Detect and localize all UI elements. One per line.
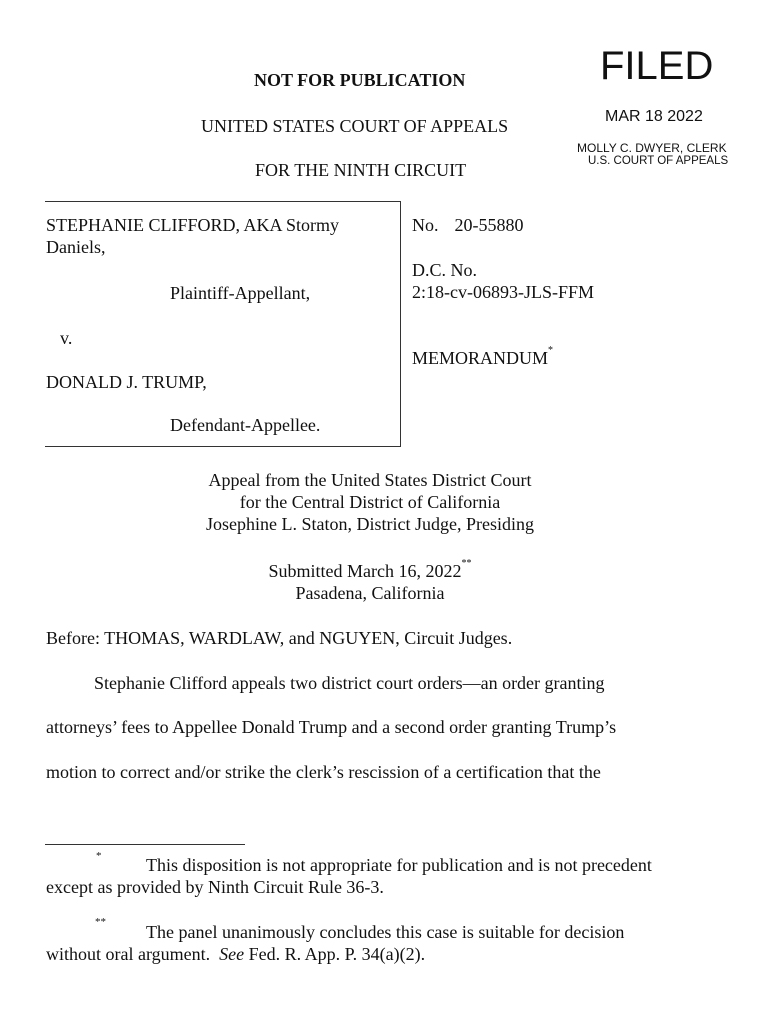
footnote-ref-2[interactable]: ** (461, 558, 472, 569)
footnote-1-mark: * (96, 850, 102, 862)
footnote-2-line2 (46, 944, 425, 965)
district-court-number-value: 2:18-cv-06893-JLS-FFM (412, 282, 595, 302)
submission-date (0, 558, 740, 582)
filed-stamp-date: MAR 18 2022 (605, 108, 703, 125)
filed-stamp-clerk: MOLLY C. DWYER, CLERK (577, 141, 727, 155)
submission-text: Submitted March 16, 2022 (268, 561, 462, 581)
case-number (412, 215, 524, 236)
filed-stamp-label: FILED (600, 44, 714, 88)
appeal-line2: for the Central District of California (239, 492, 501, 512)
court-name: UNITED STATES COURT OF APPEALS (201, 116, 509, 136)
panel-judges: Before: THOMAS, WARDLAW, and NGUYEN, Circuit Judges. (46, 628, 513, 648)
footnote-1-line1: This disposition is not appropriate for publication and is not precedent (146, 855, 652, 875)
footnote-2-citation: Fed. R. App. P. 34(a)(2). (244, 944, 426, 964)
plaintiff-name-line2: Daniels, (46, 237, 106, 257)
appeal-line1: Appeal from the United States District Court (208, 470, 532, 490)
footnote-1-line2: except as provided by Ninth Circuit Rule 36-3. (46, 877, 384, 897)
circuit-name: FOR THE NINTH CIRCUIT (255, 160, 467, 180)
body-line-3: motion to correct and/or strike the clerk’s rescission of a certification that the (46, 762, 601, 782)
case-number-value: 20-55880 (454, 215, 524, 235)
plaintiff-role: Plaintiff-Appellant, (170, 283, 311, 303)
document-type-label: MEMORANDUM (412, 348, 549, 368)
footnote-2-line1: The panel unanimously concludes this case is suitable for decision (146, 922, 625, 942)
footnote-separator (45, 844, 245, 845)
footnote-2-mark: ** (95, 916, 106, 928)
appeal-line3: Josephine L. Staton, District Judge, Presiding (206, 514, 534, 534)
defendant-role: Defendant-Appellee. (170, 415, 321, 435)
filed-stamp-office: U.S. COURT OF APPEALS (588, 155, 729, 167)
footnote-ref-1[interactable]: * (548, 345, 554, 356)
publication-status: NOT FOR PUBLICATION (254, 70, 466, 90)
footnote-2-text-prefix: without oral argument. (46, 944, 220, 964)
defendant-name: DONALD J. TRUMP, (46, 372, 207, 392)
district-court-number-label: D.C. No. (412, 260, 478, 280)
submission-location: Pasadena, California (295, 583, 445, 603)
versus: v. (60, 328, 73, 348)
footnote-2-signal: See (219, 944, 245, 964)
body-line-1: Stephanie Clifford appeals two district court orders—an order granting (94, 673, 605, 693)
case-number-label: No. (412, 215, 439, 235)
document-type (412, 345, 554, 369)
plaintiff-name-line1: STEPHANIE CLIFFORD, AKA Stormy (46, 215, 340, 235)
body-line-2: attorneys’ fees to Appellee Donald Trump and a second order granting Trump’s (46, 717, 617, 737)
